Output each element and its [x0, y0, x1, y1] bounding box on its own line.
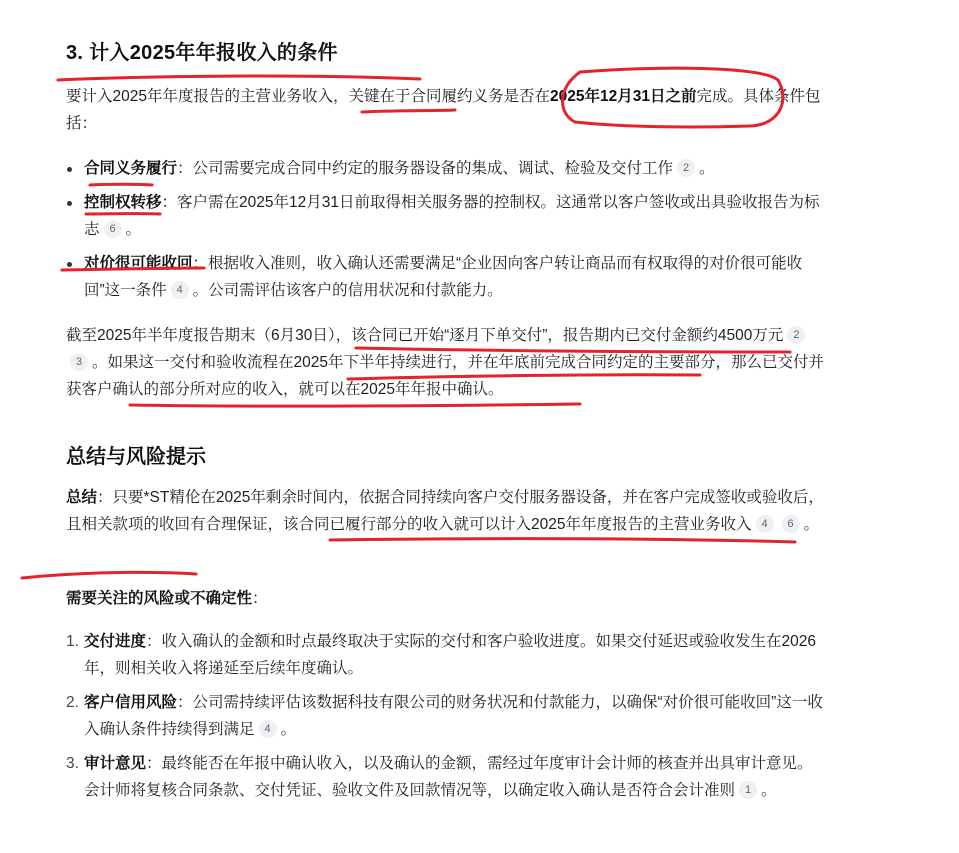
risk-heading-text: 需要关注的风险或不确定性: [66, 590, 253, 607]
underline-mark: [22, 572, 196, 578]
item-number: 2.: [66, 694, 79, 711]
item-text: ：客户需在2025年12月31日前取得相关服务器的控制权。这通常以客户签收或出具验收报告为标志: [84, 194, 820, 238]
conditions-list: [66, 155, 826, 304]
summary-heading: 总结与风险提示: [66, 446, 206, 468]
item-number: 3.: [66, 755, 79, 772]
list-item: [66, 750, 826, 804]
progress-text-end: 。如果这一交付和验收流程在2025年下半年持续进行，并在年底前完成合同约定的主要部分，那么已交付并获客户确认的部分所对应的收入，就可以在2025年年报中确认。: [66, 354, 824, 398]
item-text: ：最终能否在年报中确认收入，以及确认的金额，需经过年度审计会计师的核查并出具审计意见。会计师将复核合同条款、交付凭证、验收文件及回款情况等，以确定收入确认是否符合会计准则: [84, 755, 813, 799]
citation-badge[interactable]: 4: [756, 515, 774, 533]
risks-list: [66, 628, 826, 804]
list-item: [66, 689, 826, 743]
citation-badge[interactable]: 6: [782, 515, 800, 533]
summary-text: ：只要*ST精伦在2025年剩余时间内，依据合同持续向客户交付服务器设备，并在客户完成签收或验收后，且相关款项的收回有合理保证，该合同已履行部分的收入就可以计入2025年年度报告的主营业务收入: [66, 489, 824, 533]
list-item: [66, 628, 826, 682]
item-text: ：根据收入准则，收入确认还需要满足“企业因向客户转让商品而有权取得的对价很可能收回”这一条件: [84, 255, 803, 299]
bullet-dot: [67, 201, 72, 206]
summary-paragraph: [66, 484, 826, 538]
item-text: ：收入确认的金额和时点最终取决于实际的交付和客户验收进度。如果交付延迟或验收发生在2026年，则相关收入将递延至后续年度确认。: [84, 633, 817, 677]
underline-mark: [58, 76, 420, 80]
item-term: 合同义务履行: [84, 160, 178, 177]
intro-text: 要计入2025年年度报告的主营业务收入，关键在于合同履约义务是否在: [66, 88, 550, 105]
intro-paragraph: [66, 83, 826, 137]
citation-badge[interactable]: 2: [787, 326, 805, 344]
progress-paragraph: [66, 322, 826, 403]
intro-text-end: 完成。具体条件包括：: [66, 88, 821, 132]
underline-mark: [130, 404, 580, 406]
list-item: [66, 250, 826, 304]
item-term: 审计意见: [84, 755, 147, 772]
deadline-date: 2025年12月31日之前: [549, 88, 697, 105]
risk-heading-colon: ：: [252, 590, 268, 607]
item-tail: 。: [280, 721, 297, 738]
citation-badge[interactable]: 1: [739, 781, 757, 799]
summary-tail: 。: [803, 516, 820, 533]
item-tail: 。: [761, 782, 777, 799]
item-text: ：公司需要完成合同中约定的服务器设备的集成、调试、检验及交付工作: [177, 160, 674, 177]
list-item: [66, 189, 826, 243]
item-tail: 。: [125, 221, 142, 238]
bullet-dot: [67, 262, 72, 267]
bullet-dot: [67, 167, 72, 172]
list-item: [66, 155, 826, 182]
item-term: 交付进度: [84, 633, 147, 650]
citation-badge[interactable]: 3: [70, 353, 88, 371]
underline-mark: [330, 539, 795, 542]
summary-label: 总结: [66, 489, 98, 506]
citation-badge[interactable]: 4: [171, 281, 189, 299]
citation-badge[interactable]: 2: [677, 159, 695, 177]
item-number: 1.: [66, 633, 79, 650]
item-term: 对价很可能收回: [84, 255, 193, 272]
progress-text: 截至2025年半年度报告期末（6月30日），该合同已开始“逐月下单交付”，报告期内已交付金额约4500万元: [66, 327, 784, 344]
item-term: 控制权转移: [84, 194, 162, 211]
risk-heading: [66, 585, 826, 612]
item-text: ：公司需持续评估该数据科技有限公司的财务状况和付款能力，以确保“对价很可能收回”这一收入确认条件持续得到满足: [84, 694, 823, 738]
citation-badge[interactable]: 4: [259, 720, 277, 738]
item-tail: 。公司需评估该客户的信用状况和付款能力。: [192, 282, 503, 299]
item-tail: 。: [699, 160, 715, 177]
citation-badge[interactable]: 6: [104, 220, 122, 238]
section-heading: 3. 计入2025年年报收入的条件: [66, 42, 338, 64]
item-term: 客户信用风险: [84, 694, 178, 711]
